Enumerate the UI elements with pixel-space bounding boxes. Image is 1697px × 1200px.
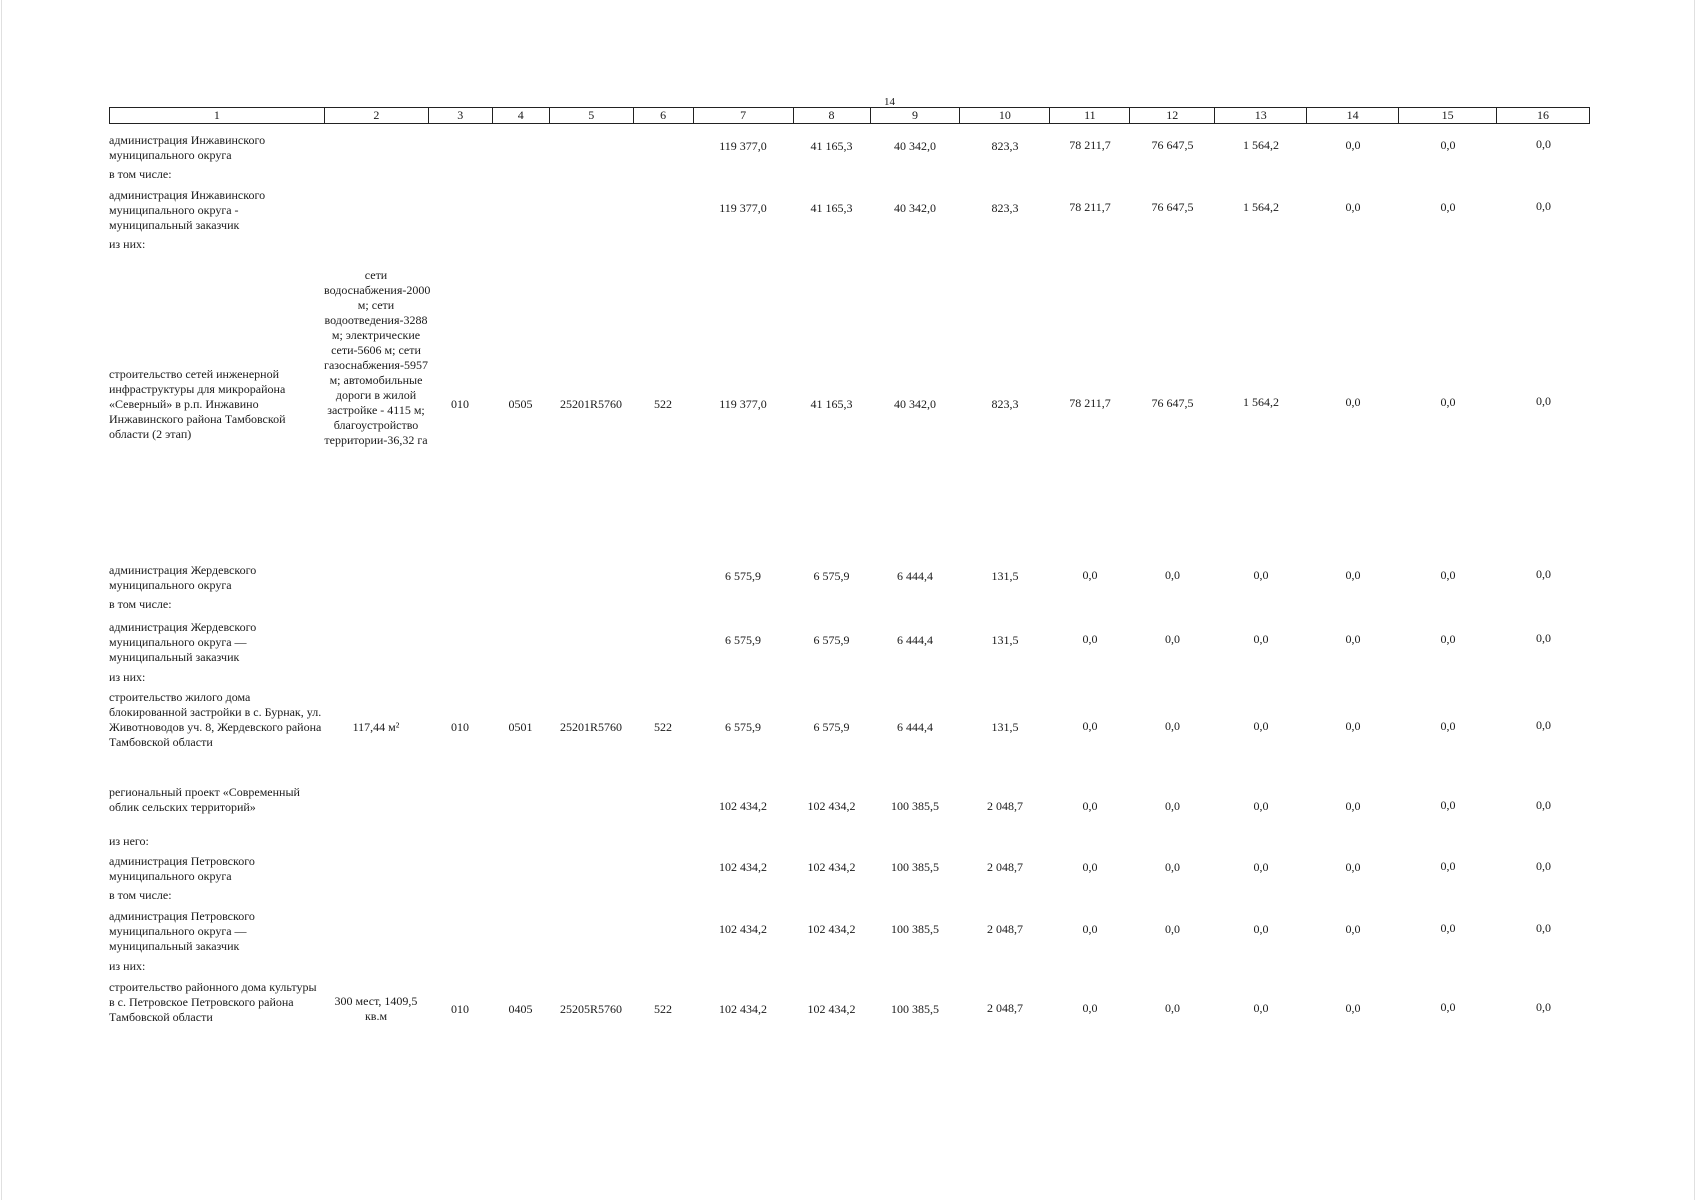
row-name: администрация Петровского муниципального округа — муниципальный заказчик — [109, 909, 255, 953]
col13-value: 0,0 — [1253, 719, 1269, 733]
col16-value: 0,0 — [1536, 718, 1551, 732]
col4-value: 0505 — [508, 397, 533, 411]
col10-value: 2 048,7 — [987, 922, 1023, 936]
label-iz-nih: из них: — [109, 959, 146, 973]
header-cell: 13 — [1215, 108, 1307, 123]
col10-value: 823,3 — [991, 397, 1019, 411]
row-name: строительство жилого дома блокированной застройки в с. Бурнак, ул. Животноводов уч. 8, Жердевского района Тамбовской области — [109, 690, 322, 749]
col9-value: 6 444,4 — [897, 720, 933, 734]
col5-value: 25205R5760 — [559, 1002, 622, 1016]
col9-value: 6 444,4 — [897, 633, 933, 647]
col12-value: 0,0 — [1165, 799, 1180, 813]
col7-value: 119 377,0 — [719, 139, 767, 153]
col11-value: 78 211,7 — [1069, 200, 1111, 214]
col4-value: 0501 — [508, 720, 533, 734]
header-cell: 4 — [493, 108, 550, 123]
col14-value: 0,0 — [1345, 860, 1361, 874]
col11-value: 0,0 — [1082, 568, 1098, 582]
col7-value: 119 377,0 — [719, 397, 767, 411]
header-cell: 1 — [110, 108, 325, 123]
col7-value: 6 575,9 — [725, 720, 761, 734]
col11-value: 0,0 — [1082, 632, 1098, 646]
col11-value: 0,0 — [1082, 799, 1098, 813]
header-cell: 10 — [960, 108, 1050, 123]
col15-value: 0,0 — [1440, 719, 1456, 733]
col7-value: 102 434,2 — [719, 860, 767, 874]
col8-value: 102 434,2 — [807, 1002, 856, 1016]
col14-value: 0,0 — [1345, 1001, 1361, 1015]
col8-value: 102 434,2 — [807, 922, 856, 936]
col11-value: 0,0 — [1082, 922, 1098, 936]
col9-value: 40 342,0 — [894, 201, 936, 215]
row-name: строительство районного дома культуры в с. Петровское Петровского района Тамбовской области — [109, 980, 317, 1024]
row-name: администрация Жердевского муниципального округа — [109, 563, 257, 592]
col9-value: 100 385,5 — [891, 922, 939, 936]
label-v-tom-chisle: в том числе: — [109, 888, 172, 902]
object-capacity: 117,44 м² — [352, 720, 400, 734]
col10-value: 2 048,7 — [987, 1001, 1023, 1015]
page-number: 14 — [884, 96, 895, 108]
label-iz-nih: из них: — [109, 670, 146, 684]
row-name: администрация Петровского муниципального округа — [109, 854, 255, 883]
col13-value: 0,0 — [1253, 568, 1269, 582]
col14-value: 0,0 — [1345, 632, 1361, 646]
col12-value: 0,0 — [1165, 632, 1180, 646]
object-capacity: 300 мест, 1409,5 кв.м — [334, 994, 418, 1023]
col15-value: 0,0 — [1440, 395, 1456, 409]
col15-value: 0,0 — [1440, 568, 1456, 582]
col11-value: 0,0 — [1082, 1001, 1098, 1015]
header-cell: 16 — [1537, 108, 1550, 122]
label-iz-nego: из него: — [109, 834, 149, 848]
col6-value: 522 — [654, 397, 672, 411]
col13-value: 0,0 — [1253, 799, 1269, 813]
col12-value: 76 647,5 — [1151, 396, 1194, 410]
col14-value: 0,0 — [1345, 200, 1361, 214]
col8-value: 102 434,2 — [807, 799, 856, 813]
col11-value: 78 211,7 — [1069, 396, 1111, 410]
header-cell: 12 — [1130, 108, 1215, 123]
header-cell: 2 — [325, 108, 429, 123]
col12-value: 0,0 — [1165, 1001, 1180, 1015]
header-cell: 7 — [694, 108, 794, 123]
col3-value: 010 — [451, 1002, 469, 1016]
col13-value: 1 564,2 — [1243, 138, 1279, 152]
col10-value: 131,5 — [991, 720, 1019, 734]
header-cell: 5 — [550, 108, 634, 123]
row-name: строительство сетей инженерной инфраструктуры для микрорайона «Северный» в р.п. Инжавино Инжавинского района Тамбовской области (2 этап) — [109, 367, 286, 441]
col8-value: 6 575,9 — [813, 633, 850, 647]
header-cell: 6 — [634, 108, 694, 123]
col15-value: 0,0 — [1440, 859, 1456, 873]
col9-value: 6 444,4 — [897, 569, 933, 583]
col14-value: 0,0 — [1345, 922, 1361, 936]
col13-value: 0,0 — [1253, 632, 1269, 646]
col15-value: 0,0 — [1440, 632, 1456, 646]
col14-value: 0,0 — [1345, 568, 1361, 582]
col8-value: 41 165,3 — [810, 139, 853, 153]
row-name: администрация Инжавинского муниципального округа - муниципальный заказчик — [109, 188, 266, 232]
row-name: администрация Инжавинского муниципального округа — [109, 133, 266, 162]
col6-value: 522 — [654, 1002, 672, 1016]
col10-value: 131,5 — [991, 569, 1019, 583]
col15-value: 0,0 — [1440, 921, 1456, 935]
col12-value: 76 647,5 — [1151, 200, 1194, 214]
col13-value: 0,0 — [1253, 860, 1269, 874]
col11-value: 78 211,7 — [1069, 138, 1111, 152]
col10-value: 2 048,7 — [987, 799, 1023, 813]
col12-value: 76 647,5 — [1151, 138, 1194, 152]
col9-value: 100 385,5 — [891, 860, 939, 874]
col5-value: 25201R5760 — [559, 720, 622, 734]
header-cell: 11 — [1050, 108, 1130, 123]
col16-value: 0,0 — [1536, 921, 1551, 935]
scan-edge-right — [1694, 0, 1695, 1200]
col7-value: 102 434,2 — [719, 922, 767, 936]
col16-value: 0,0 — [1536, 798, 1551, 812]
col3-value: 010 — [451, 720, 469, 734]
column-header-row — [109, 107, 1590, 124]
col16-value: 0,0 — [1536, 567, 1551, 581]
col7-value: 102 434,2 — [719, 1002, 767, 1016]
header-cell: 8 — [794, 108, 871, 123]
col12-value: 0,0 — [1165, 922, 1180, 936]
col7-value: 119 377,0 — [719, 201, 767, 215]
col12-value: 0,0 — [1165, 719, 1180, 733]
col11-value: 0,0 — [1082, 860, 1098, 874]
col15-value: 0,0 — [1440, 798, 1456, 812]
col12-value: 0,0 — [1165, 568, 1180, 582]
col8-value: 41 165,3 — [810, 201, 853, 215]
col10-value: 131,5 — [991, 633, 1019, 647]
col9-value: 100 385,5 — [891, 799, 939, 813]
col14-value: 0,0 — [1345, 395, 1361, 409]
header-cell: 9 — [871, 108, 961, 123]
col8-value: 41 165,3 — [810, 397, 853, 411]
col16-value: 0,0 — [1536, 1000, 1551, 1014]
col8-value: 102 434,2 — [807, 860, 856, 874]
col10-value: 823,3 — [991, 139, 1019, 153]
col5-value: 25201R5760 — [559, 397, 622, 411]
col14-value: 0,0 — [1345, 719, 1361, 733]
col15-value: 0,0 — [1440, 200, 1456, 214]
header-cell: 3 — [429, 108, 493, 123]
col16-value: 0,0 — [1536, 394, 1551, 408]
col7-value: 6 575,9 — [725, 569, 761, 583]
col13-value: 0,0 — [1253, 922, 1269, 936]
object-capacity: сети водоснабжения-2000 м; сети водоотведения-3288 м; электрические сети-5606 м; сети газоснабжения-5957 м; автомобильные дороги в жилой застройке - 4115 м; благоустройство территории-36,32 га — [324, 268, 431, 447]
col13-value: 0,0 — [1253, 1001, 1269, 1015]
col16-value: 0,0 — [1536, 631, 1551, 645]
col10-value: 823,3 — [991, 201, 1019, 215]
col8-value: 6 575,9 — [813, 569, 850, 583]
label-iz-nih: из них: — [109, 237, 146, 251]
col4-value: 0405 — [508, 1002, 533, 1016]
col8-value: 6 575,9 — [813, 720, 850, 734]
col12-value: 0,0 — [1165, 860, 1180, 874]
col9-value: 40 342,0 — [894, 397, 936, 411]
col16-value: 0,0 — [1536, 137, 1551, 151]
col15-value: 0,0 — [1440, 138, 1456, 152]
header-cell: 15 — [1399, 108, 1497, 123]
col9-value: 40 342,0 — [894, 139, 936, 153]
col13-value: 1 564,2 — [1243, 200, 1279, 214]
row-name: администрация Жердевского муниципального округа — муниципальный заказчик — [109, 620, 257, 664]
col6-value: 522 — [654, 720, 672, 734]
col3-value: 010 — [451, 397, 469, 411]
col13-value: 1 564,2 — [1243, 395, 1279, 409]
col14-value: 0,0 — [1345, 799, 1361, 813]
col7-value: 102 434,2 — [719, 799, 767, 813]
scan-edge-left — [1, 0, 2, 1200]
col11-value: 0,0 — [1082, 719, 1098, 733]
col9-value: 100 385,5 — [891, 1002, 939, 1016]
header-cell: 14 — [1307, 108, 1399, 123]
col10-value: 2 048,7 — [987, 860, 1023, 874]
col16-value: 0,0 — [1536, 199, 1551, 213]
row-name: региональный проект «Современный облик сельских территорий» — [109, 785, 300, 814]
col14-value: 0,0 — [1345, 138, 1361, 152]
col7-value: 6 575,9 — [725, 633, 761, 647]
label-v-tom-chisle: в том числе: — [109, 597, 172, 611]
label-v-tom-chisle: в том числе: — [109, 167, 172, 181]
col15-value: 0,0 — [1440, 1000, 1456, 1014]
col16-value: 0,0 — [1536, 859, 1551, 873]
